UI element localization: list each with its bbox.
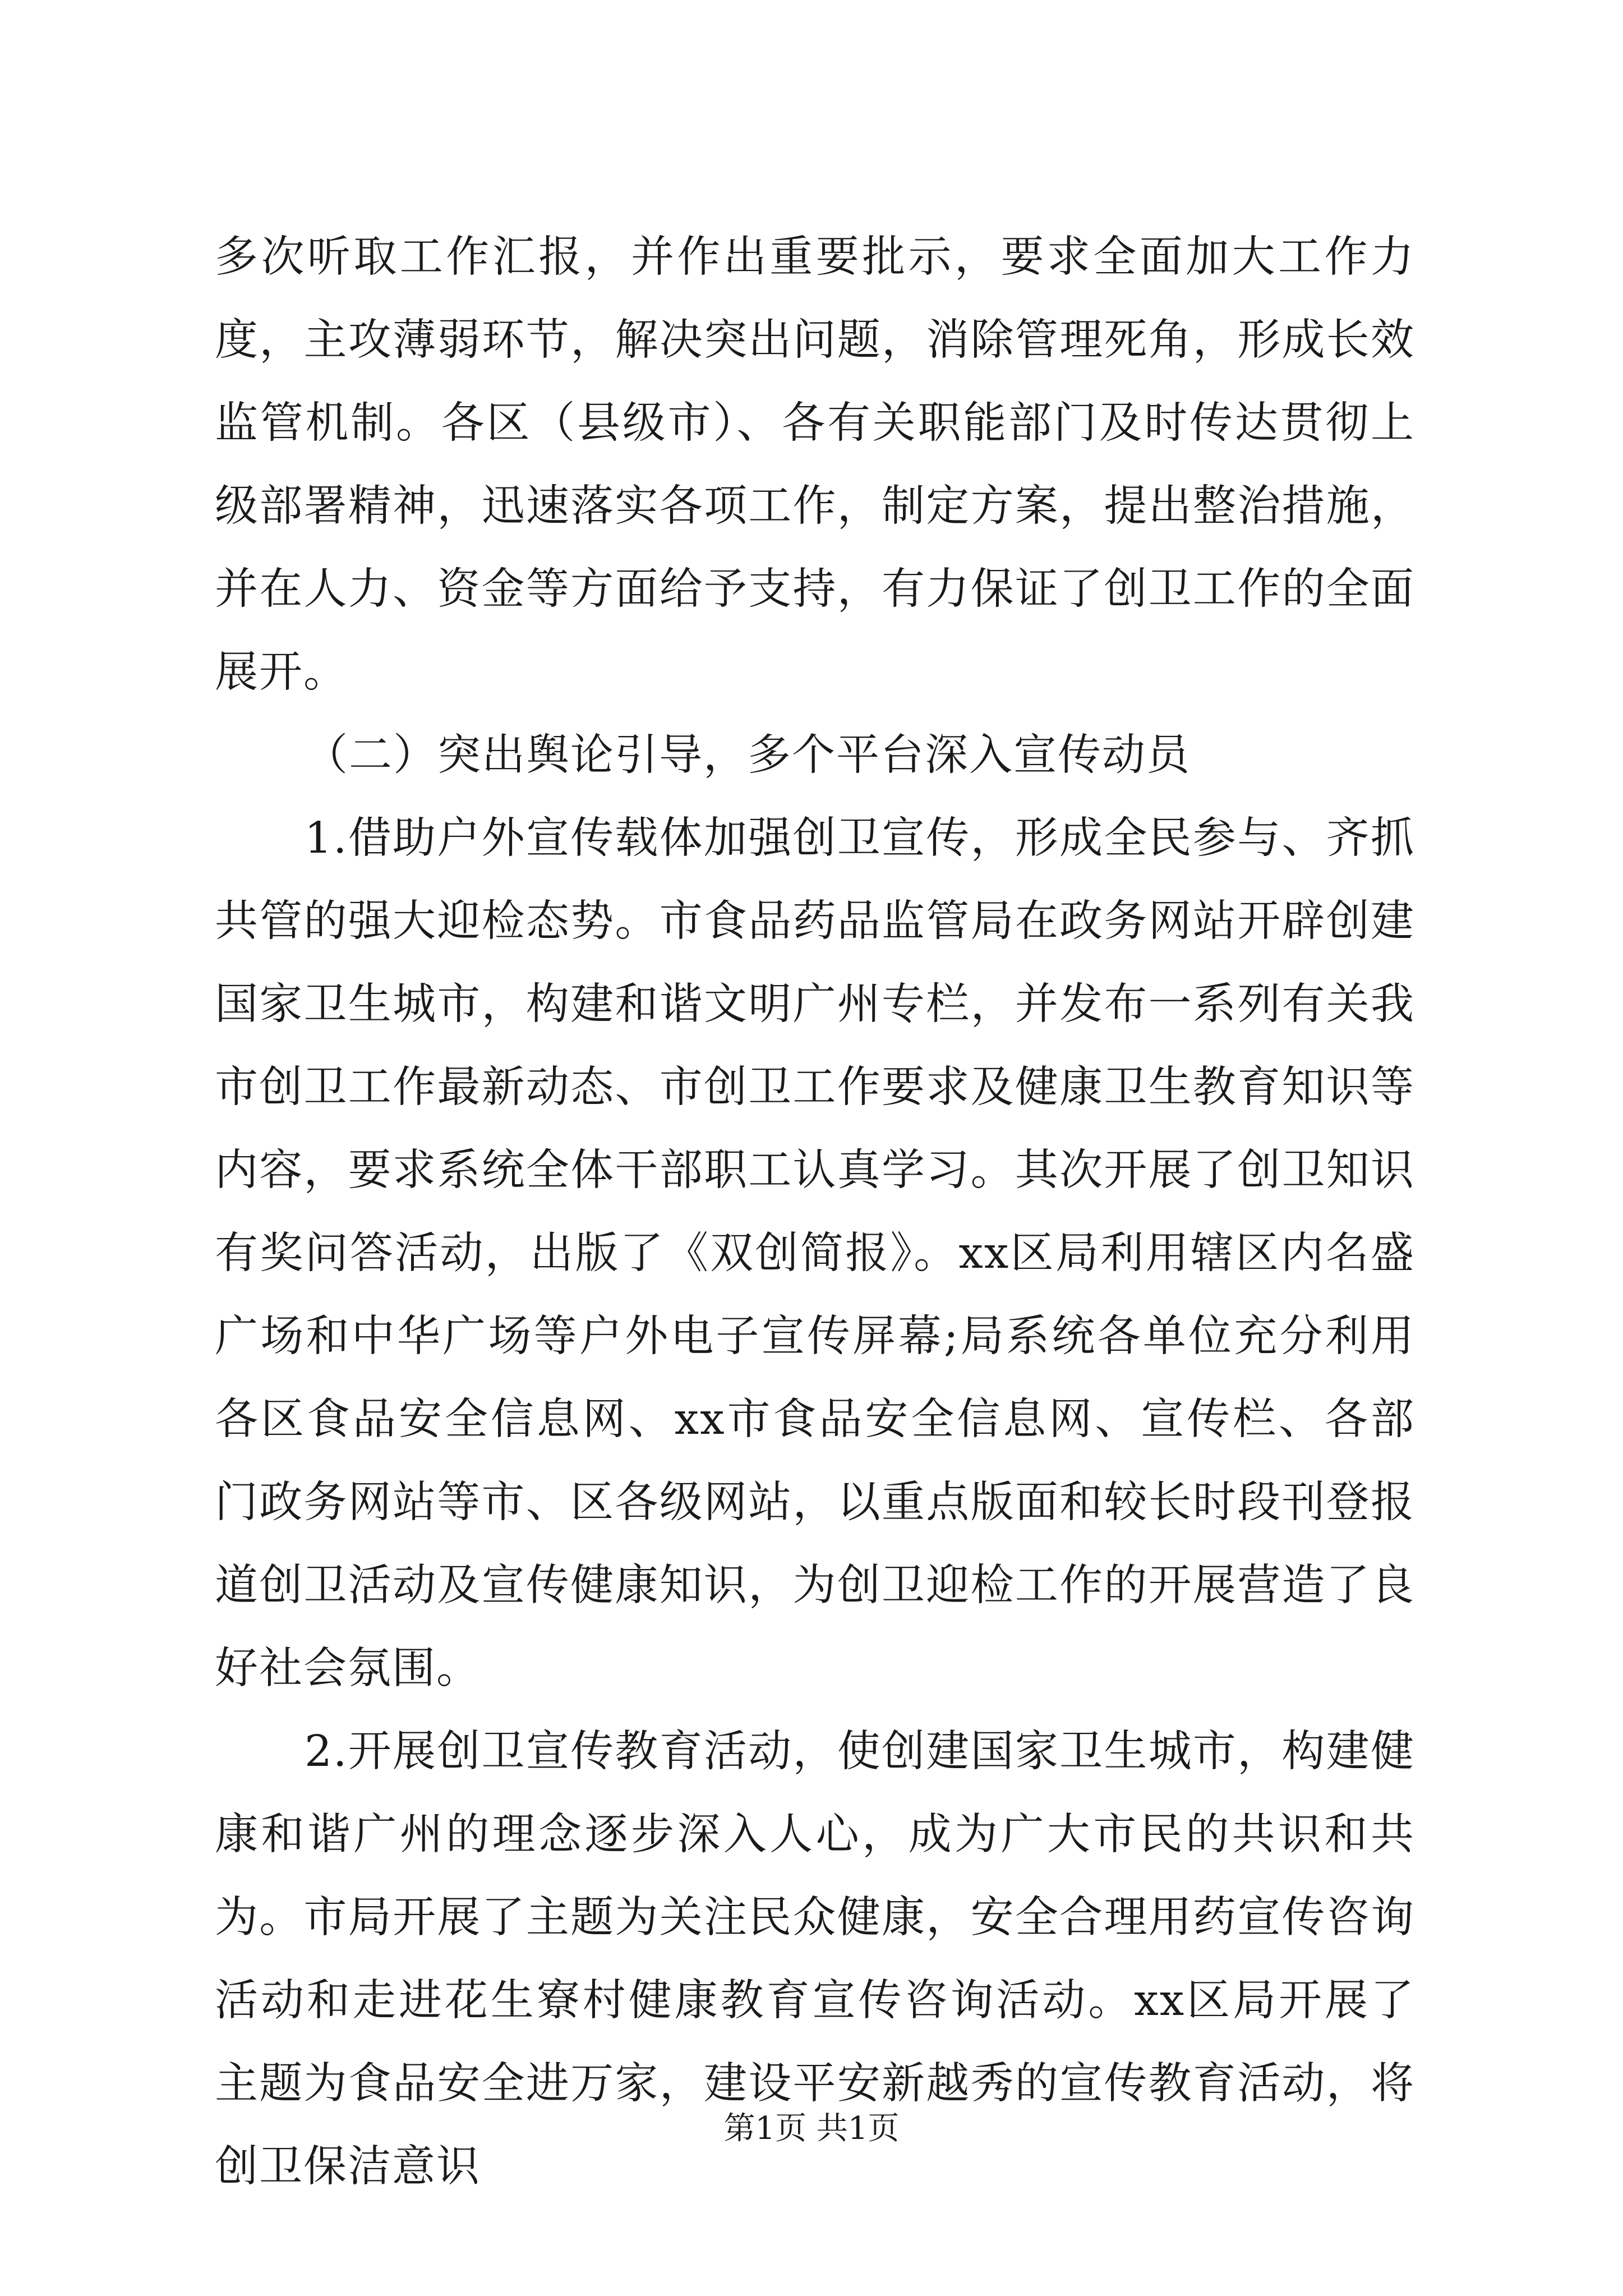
- paragraph-continuation: 多次听取工作汇报，并作出重要批示，要求全面加大工作力度，主攻薄弱环节，解决突出问题，消除管理死角，形成长效监管机制。各区（县级市）、各有关职能部门及时传达贯彻上级部署精神，迅速落实各项工作，制定方案，提出整治措施，并在人力、资金等方面给予支持，有力保证了创卫工作的全面展开。: [215, 232, 1415, 697]
- section-heading: （二）突出舆论引导，多个平台深入宣传动员: [305, 730, 1191, 780]
- paragraph-item-1: 1.借助户外宣传载体加强创卫宣传，形成全民参与、齐抓共管的强大迎检态势。市食品药品监管局在政务网站开辟创建国家卫生城市，构建和谐文明广州专栏，并发布一系列有关我市创卫工作最新动态、市创卫工作要求及健康卫生教育知识等内容，要求系统全体干部职工认真学习。其次开展了创卫知识有奖问答活动，出版了《双创简报》。xx区局利用辖区内名盛广场和中华广场等户外电子宣传屏幕;局系统各单位充分利用各区食品安全信息网、xx市食品安全信息网、宣传栏、各部门政务网站等市、区各级网站，以重点版面和较长时段刊登报道创卫活动及宣传健康知识，为创卫迎检工作的开展营造了良好社会氛围。: [215, 813, 1415, 1694]
- page-footer: 第1页 共1页: [723, 2110, 900, 2147]
- paragraph-item-2: 2.开展创卫宣传教育活动，使创建国家卫生城市，构建健康和谐广州的理念逐步深入人心，成为广大市民的共识和共为。市局开展了主题为关注民众健康，安全合理用药宣传咨询活动和走进花生寮村健康教育宣传咨询活动。xx区局开展了主题为食品安全进万家，建设平安新越秀的宣传教育活动，将创卫保洁意识: [215, 1727, 1415, 2192]
- document-body: [215, 216, 1415, 2208]
